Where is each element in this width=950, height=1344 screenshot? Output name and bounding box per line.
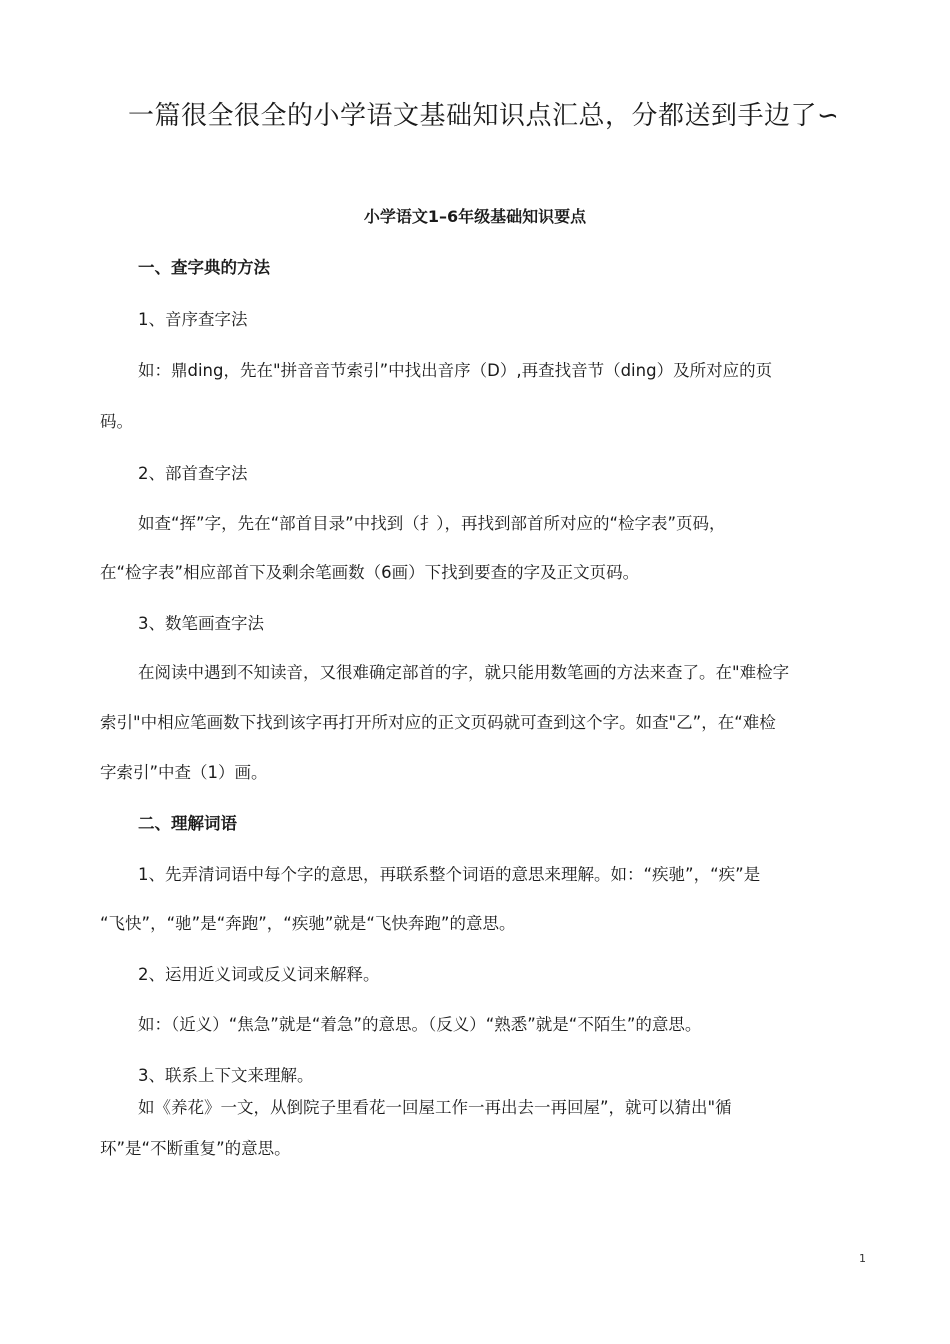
document-subtitle: 小学语文1–6年级基础知识要点 bbox=[363, 207, 587, 226]
paragraph-line: 3、数笔画查字法 bbox=[138, 614, 264, 633]
paragraph-line: 环”是“不断重复”的意思。 bbox=[100, 1139, 291, 1158]
paragraph-line: 1、音序查字法 bbox=[138, 310, 248, 329]
paragraph-line: 3、联系上下文来理解。 bbox=[138, 1066, 314, 1085]
document-title: 一篇很全很全的小学语文基础知识点汇总，分都送到手边了∽ bbox=[128, 101, 840, 131]
paragraph-line: 在“检字表”相应部首下及剩余笔画数（6画）下找到要查的字及正文页码。 bbox=[100, 563, 640, 582]
paragraph-line: “飞快”，“驰”是“奔跑”，“疾驰”就是“飞快奔跑”的意思。 bbox=[100, 914, 516, 933]
paragraph-line: 如查“挥”字，先在“部首目录”中找到（扌），再找到部首所对应的“检字表”页码， bbox=[138, 514, 726, 533]
paragraph-line: 1、先弄清词语中每个字的意思，再联系整个词语的意思来理解。如：“疾驰”，“疾”是 bbox=[138, 865, 761, 884]
paragraph-line: 字索引”中查（1）画。 bbox=[100, 763, 268, 782]
paragraph-line: 2、部首查字法 bbox=[138, 464, 248, 483]
paragraph-line: 在阅读中遇到不知读音，又很难确定部首的字，就只能用数笔画的方法来查了。在"难检字 bbox=[138, 663, 790, 682]
paragraph-line: 如：（近义）“焦急”就是“着急”的意思。（反义）“熟悉”就是“不陌生”的意思。 bbox=[138, 1015, 702, 1034]
paragraph-line: 如：鼎ding，先在"拼音音节索引”中找出音序（D）,再查找音节（ding）及所对应的页 bbox=[138, 361, 773, 380]
section-heading-words: 二、理解词语 bbox=[138, 814, 237, 833]
section-heading-dictionary: 一、查字典的方法 bbox=[138, 258, 270, 277]
paragraph-line: 码。 bbox=[100, 412, 133, 431]
paragraph-line: 索引"中相应笔画数下找到该字再打开所对应的正文页码就可查到这个字。如查"乙”，在“难检 bbox=[100, 713, 776, 732]
paragraph-line: 如《养花》一文，从倒院子里看花一回屋工作一再出去一再回屋”，就可以猜出"循 bbox=[138, 1098, 732, 1117]
paragraph-line: 2、运用近义词或反义词来解释。 bbox=[138, 965, 380, 984]
page-number: 1 bbox=[859, 1252, 866, 1265]
